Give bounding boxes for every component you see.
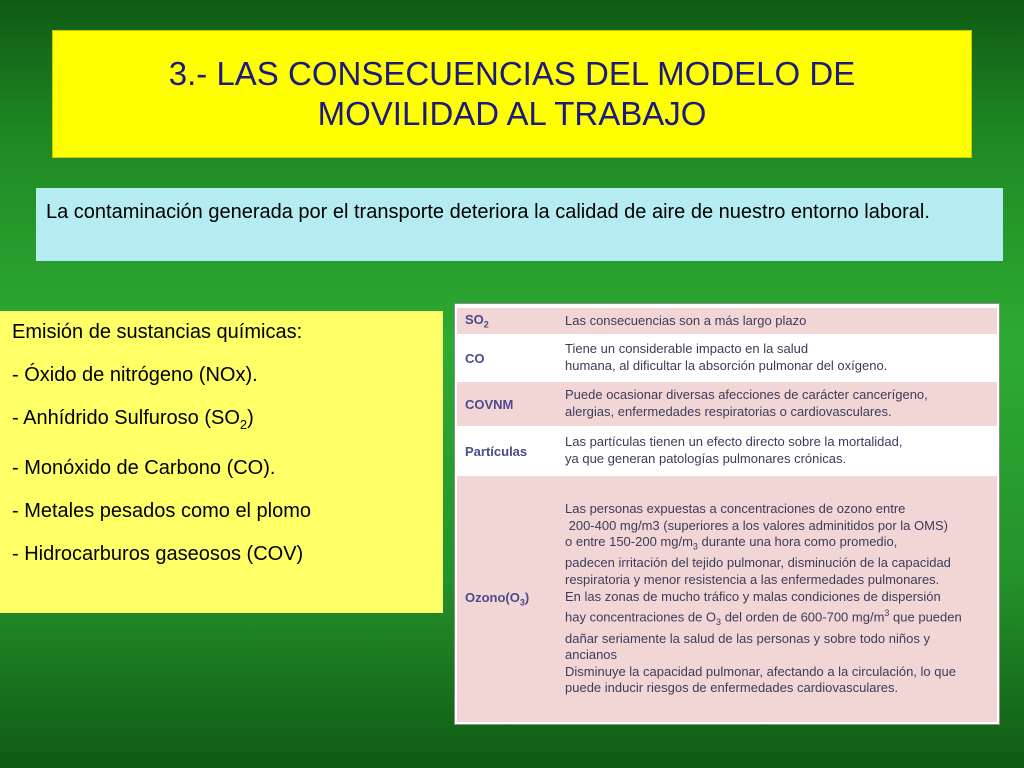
pollutant-name: Partículas bbox=[465, 443, 528, 459]
table-row bbox=[457, 308, 997, 334]
table-row bbox=[457, 476, 997, 722]
emission-item: - Metales pesados como el plomo bbox=[12, 500, 312, 522]
emissions-heading: Emisión de sustancias químicas: bbox=[12, 321, 303, 343]
pollutant-effect: Tiene un considerable impacto en la salud humana, al dificultar la absorción pulmonar del oxígeno. bbox=[565, 341, 888, 373]
intro-text: La contaminación generada por el transporte deteriora la calidad de aire de nuestro entorno laboral. bbox=[46, 201, 930, 223]
intro-text-box bbox=[36, 188, 1003, 261]
pollutant-effects-table bbox=[454, 303, 1000, 725]
table-row bbox=[457, 336, 997, 380]
pollutant-effect: Las consecuencias son a más largo plazo bbox=[565, 312, 807, 328]
table-row bbox=[457, 382, 997, 426]
pollutant-name: CO bbox=[465, 350, 485, 366]
emission-item: - Óxido de nitrógeno (NOx). bbox=[12, 364, 258, 386]
emission-item: - Monóxido de Carbono (CO). bbox=[12, 457, 276, 479]
pollutant-effect: Puede ocasionar diversas afecciones de carácter cancerígeno, alergias, enfermedades respiratorias o cardiovasculares. bbox=[565, 387, 928, 419]
pollutant-name: $SO_2$ bbox=[465, 312, 489, 330]
emissions-list-box bbox=[0, 311, 443, 613]
pollutant-effect: Las partículas tienen un efecto directo sobre la mortalidad, ya que generan patologías pulmonares crónicas. bbox=[565, 434, 903, 466]
pollutant-effect: Las personas expuestas a concentraciones de ozono entre 200-400 mg/m3 (superiores a los valores adminitidos por la OMS) o entre 150-200 $mg/m_3$ durante una hora como promedio, padecen irritación del tejido pulmonar, disminución de la capacidad respiratoria y menor resistencia a las enfermedades pulmonares. En las zonas de mucho tráfico y malas condiciones de dispersión hay concentraciones de $O_3$ del orden de 600-700 $mg/m^3$ que pueden dañar seriamente la salud de las personas y sobre todo niños y ancianos Disminuye la capacidad pulmonar, afectando a la circulación, lo que puede inducir riesgos de enfermedades cardiovasculares. bbox=[565, 500, 962, 696]
title-line-1: 3.- LAS CONSECUENCIAS DEL MODELO DE bbox=[168, 55, 856, 92]
title-line-2: MOVILIDAD AL TRABAJO bbox=[317, 95, 707, 132]
pollutant-name: COVNM bbox=[465, 396, 514, 412]
emission-item: - Hidrocarburos gaseosos (COV) bbox=[12, 543, 304, 565]
table-row bbox=[457, 429, 997, 473]
pollutant-name: $Ozono(O_3)$ bbox=[465, 590, 530, 608]
slide-title bbox=[52, 30, 972, 158]
emission-item: - Anhídrido Sulfuroso $(SO_2)$ bbox=[12, 407, 254, 432]
